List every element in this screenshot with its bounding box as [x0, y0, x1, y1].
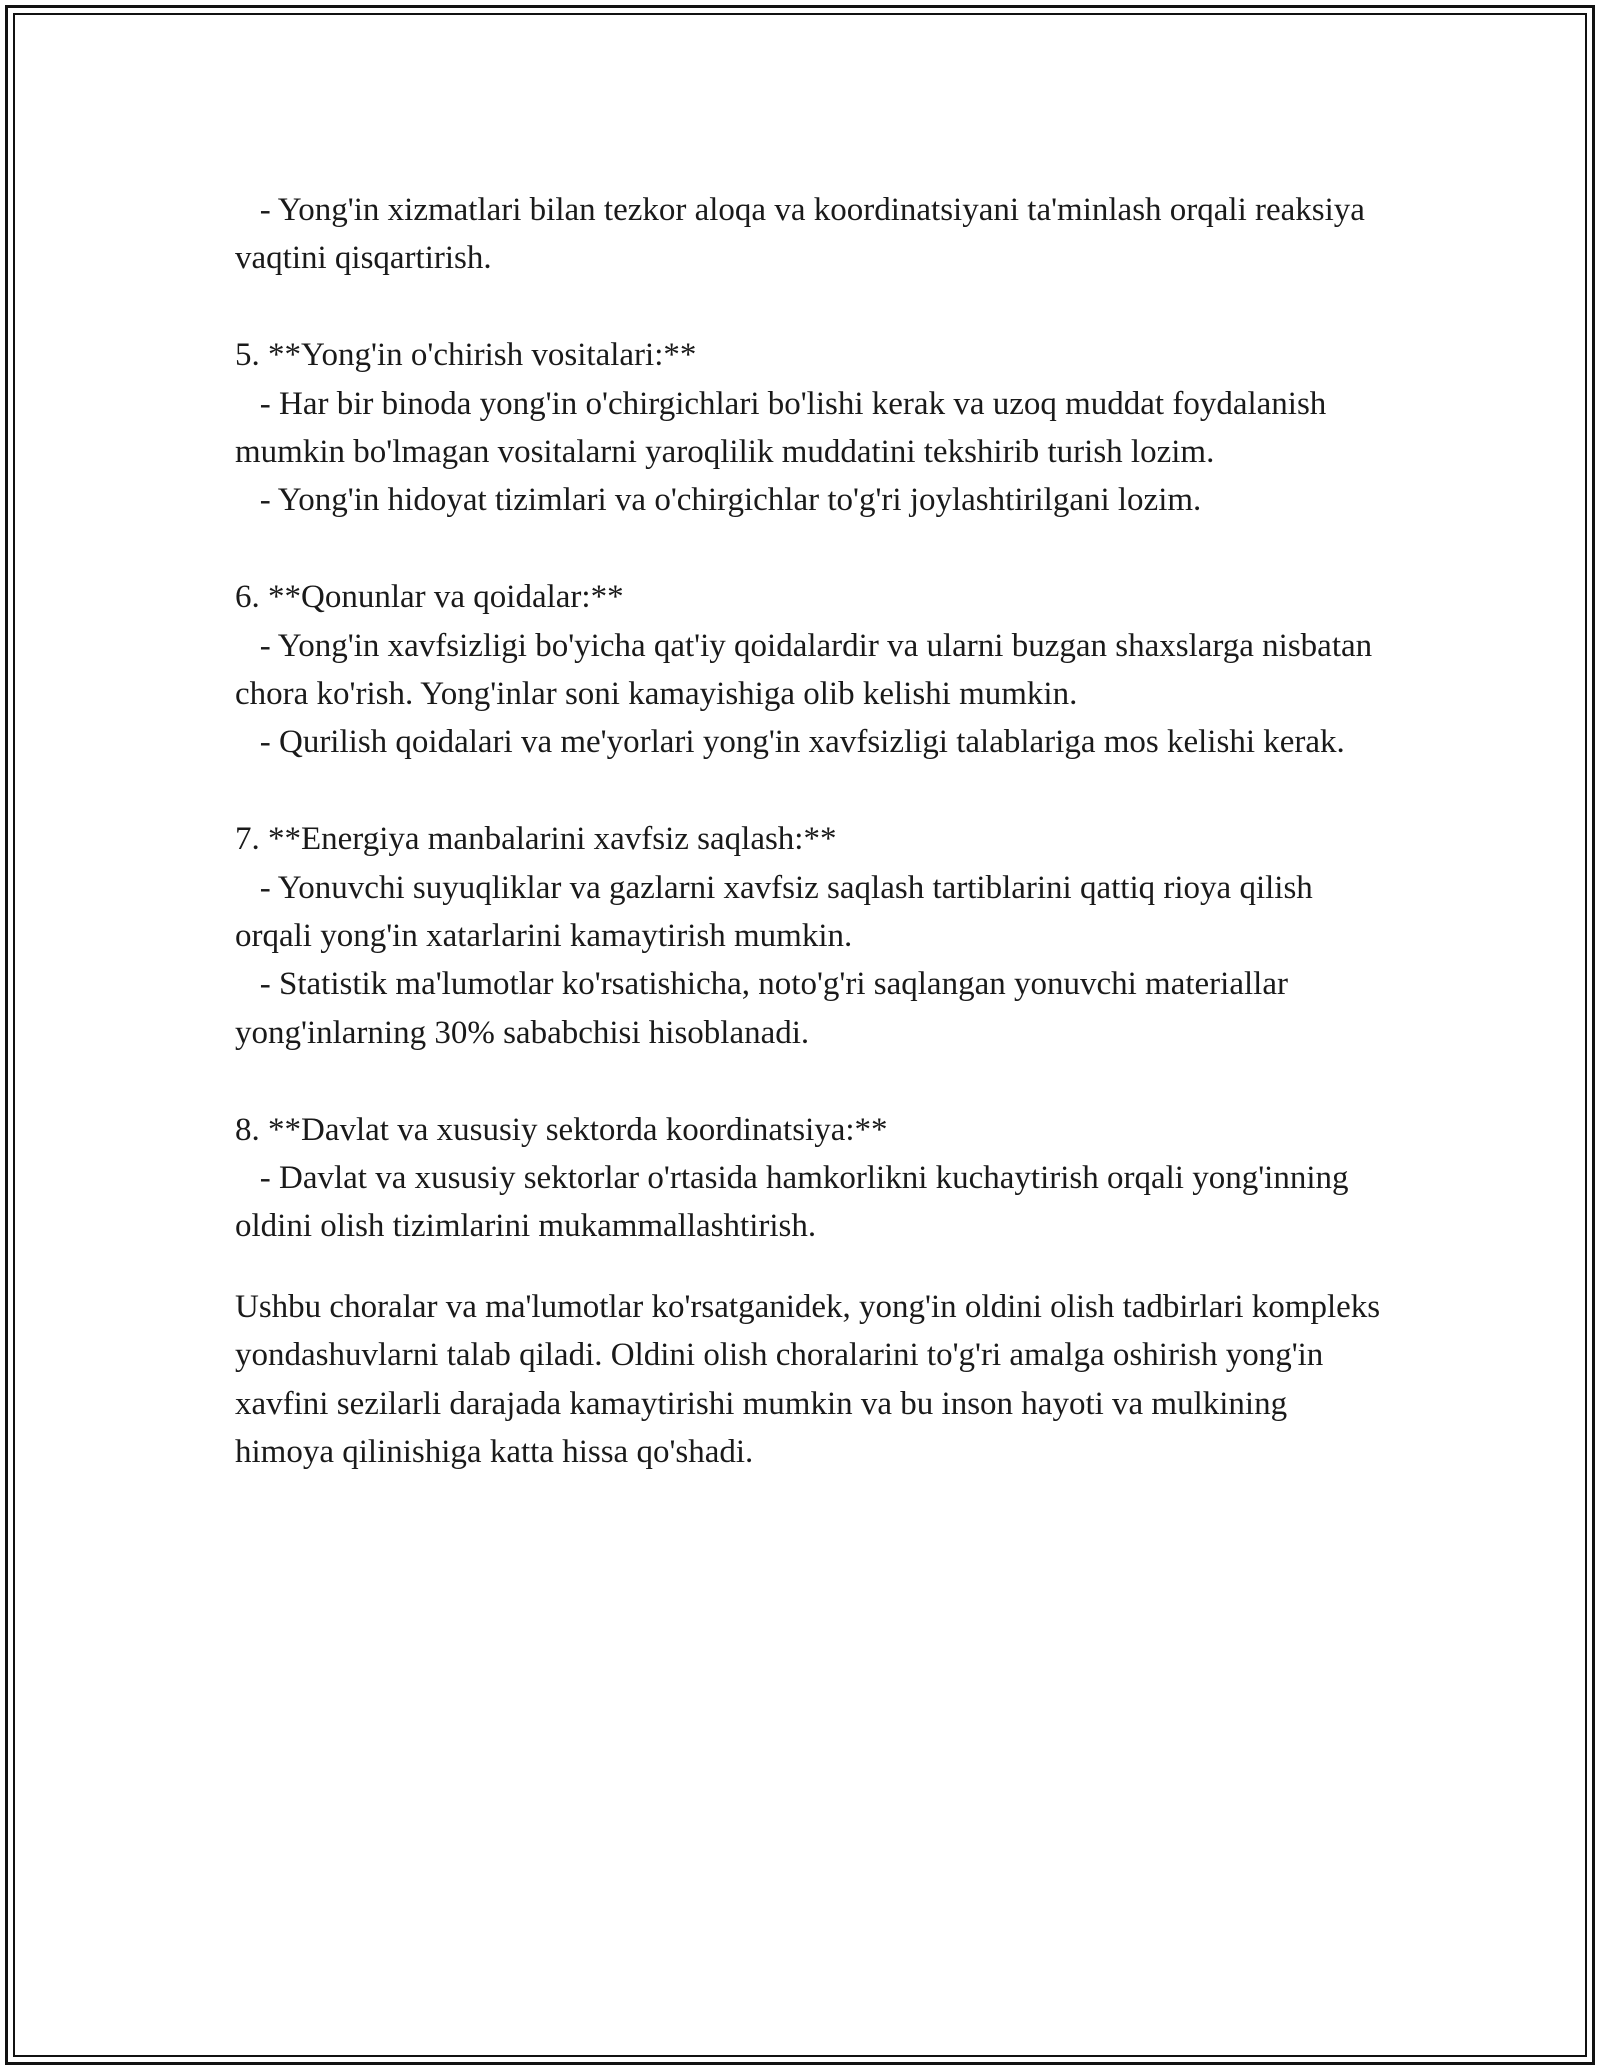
intro-bullet: - Yong'in xizmatlari bilan tezkor aloqa va koordinatsiyani ta'minlash orqali reaksiya vaqtini qisqartirish. [235, 192, 1374, 277]
spacer [235, 525, 1385, 573]
section-heading: 5. **Yong'in o'chirish vositalari:** [235, 337, 697, 374]
section-8 [235, 1106, 1385, 1251]
spacer [235, 767, 1385, 815]
section-heading: 6. **Qonunlar va qoidalar:** [235, 579, 624, 616]
document-body [235, 186, 1389, 1477]
section-7 [235, 815, 1385, 1057]
spacer [235, 1057, 1385, 1105]
spacer [235, 283, 1385, 331]
section-5 [235, 331, 1385, 525]
section-bullet: - Davlat va xususiy sektorlar o'rtasida hamkorlikni kuchaytirish orqali yong'inning oldini olish tizimlarini mukammallashtirish. [235, 1160, 1357, 1245]
section-heading: 7. **Energiya manbalarini xavfsiz saqlash:** [235, 821, 837, 858]
section-heading: 8. **Davlat va xususiy sektorda koordinatsiya:** [235, 1111, 888, 1148]
section-bullet: - Yong'in hidoyat tizimlari va o'chirgichlar to'g'ri joylashtirilgani lozim. [235, 482, 1202, 519]
section-bullet: - Statistik ma'lumotlar ko'rsatishicha, noto'g'ri saqlangan yonuvchi materiallar yong'inlarning 30% sababchisi hisoblanadi. [235, 966, 1297, 1051]
closing-paragraph: Ushbu choralar va ma'lumotlar ko'rsatganidek, yong'in oldini olish tadbirlari kompleks yondashuvlarni talab qiladi. Oldini olish choralarini to'g'ri amalga oshirish yong'in xavfini sezilarli darajada kamaytirishi mumkin va bu inson hayoti va mulkining himoya qilinishiga katta hissa qo'shadi. [235, 1288, 1389, 1471]
section-bullet: - Yonuvchi suyuqliklar va gazlarni xavfsiz saqlash tartiblarini qattiq rioya qilish orqali yong'in xatarlarini kamaytirish mumkin. [235, 869, 1322, 955]
section-bullet: - Har bir binoda yong'in o'chirgichlari bo'lishi kerak va uzoq muddat foydalanish mumkin bo'lmagan vositalarni yaroqlilik muddatini tekshirib turish lozim. [235, 385, 1335, 471]
section-bullet: - Yong'in xavfsizligi bo'yicha qat'iy qoidalardir va ularni buzgan shaxslarga nisbatan chora ko'rish. Yong'inlar soni kamayishiga olib kelishi mumkin. [235, 627, 1381, 713]
section-6 [235, 573, 1385, 767]
section-bullet: - Qurilish qoidalari va me'yorlari yong'in xavfsizligi talablariga mos kelishi kerak. [235, 724, 1345, 761]
